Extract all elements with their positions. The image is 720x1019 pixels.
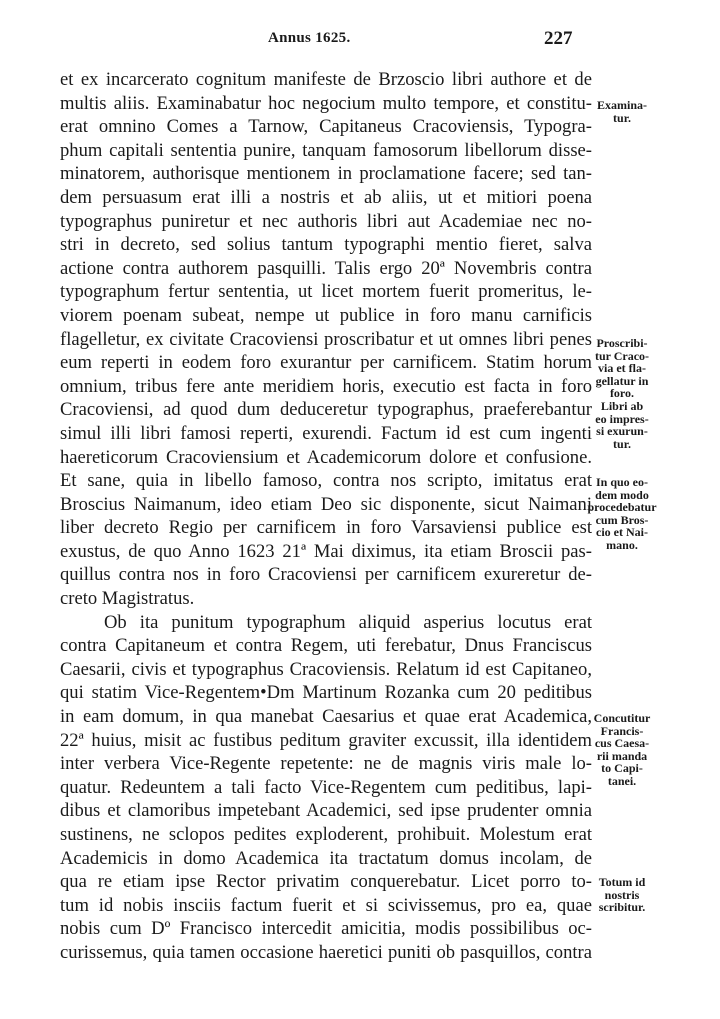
body-line: curissemus, quia tamen occasione haeretici puniti ob pasquillos, contra — [60, 941, 592, 963]
body-line: tum id nobis insciis factum fuerit et si scivissemus, pro ea, quae — [60, 894, 592, 916]
body-line: inter verbera Vice-Regente repetente: ne de magnis viris male lo- — [60, 753, 592, 775]
margin-note-line: Examina- — [596, 98, 647, 112]
body-text — [60, 68, 592, 965]
running-header-title: Annus 1625. — [268, 30, 351, 46]
margin-note-line: Francis- — [600, 723, 644, 738]
body-line: qua re etiam ipse Rector privatim conquerebatur. Licet porro to- — [60, 871, 592, 893]
body-line: sustinens, ne sclopos pedites exploderent, prohibuit. Molestum erat — [60, 824, 592, 845]
body-line: flagelletur, ex civitate Cracoviensi proscribatur et ut omnes libri penes — [60, 328, 592, 350]
margin-note-line: cum Bros- — [595, 512, 649, 527]
body-line: typographus puniretur et nec authoris libri aut Academiae nec no- — [60, 210, 592, 232]
margin-note-line: cus Caesa- — [594, 736, 650, 751]
body-line: omnium, tribus fere ante meridiem horis, executio est facta in foro — [60, 375, 592, 397]
body-line: minatorem, authorisque mentionem in proclamatione facere; sed tan- — [60, 163, 592, 185]
margin-note-line: si exurun- — [596, 424, 648, 439]
body-line: in eam domum, in qua manebat Caesarius et quae erat Academica, — [60, 706, 592, 728]
body-line: typographum fertur sententia, ut licet mortem fuerit promeritus, le- — [60, 281, 592, 303]
margin-note-line: cio et Nai- — [596, 525, 648, 540]
body-line: nobis cum Dº Francisco intercedit amicitia, modis possibilibus oc- — [60, 918, 592, 940]
margin-note-line: tanei. — [607, 773, 637, 788]
page-number: 227 — [544, 28, 573, 49]
margin-note-concutitur — [586, 712, 658, 788]
body-line: Broscius Naimanum, ideo etiam Deo sic disponente, sicut Naimani — [60, 493, 592, 515]
body-line: exustus, de quo Anno 1623 21ª Mai diximus, ita etiam Broscii pas- — [60, 540, 592, 562]
margin-note-line: foro. — [609, 386, 635, 401]
margin-note-line: to Capi- — [601, 761, 643, 776]
margin-note-in-quo-eodem — [586, 476, 658, 552]
body-line: viorem poenam subeat, nempe ut publice in foro manu carnificis — [60, 304, 592, 326]
paragraph-start-line: Ob ita punitum typographum aliquid asperius locutus erat — [104, 611, 592, 633]
body-line: et ex incarcerato cognitum manifeste de Brzoscio libri authore et de — [60, 69, 592, 90]
margin-note-line: eo impres- — [595, 411, 649, 426]
margin-note-line: tur. — [613, 110, 631, 125]
body-line: haereticorum Cracoviensium et Academicorum dolore et confusione. — [60, 446, 592, 468]
margin-note-line: rii manda — [596, 748, 648, 763]
margin-note-line: Concutitur — [593, 711, 651, 725]
margin-note-line: procedebatur — [587, 500, 657, 515]
body-line: Cracoviensi, ad quod dum deduceretur typographus, praeferebantur — [60, 399, 592, 421]
body-line: liber decreto Regio per carnificem in foro Varsaviensi publice est — [60, 517, 592, 539]
body-line: Caesarii, civis et typographus Cracoviensis. Relatum id est Capitaneo, — [60, 658, 592, 680]
body-line: stri in decreto, sed solius tantum typographi mentio fieret, salva — [60, 234, 592, 256]
body-line: quillus contra nos in foro Cracoviensi per carnificem exureretur de- — [60, 564, 592, 586]
margin-note-line: gellatur in — [595, 373, 649, 388]
body-line: actione contra authorem pasquilli. Talis ergo 20ª Novembris contra — [60, 257, 592, 279]
margin-note-line: Libri ab — [600, 398, 644, 413]
margin-note-line: nostris — [604, 887, 640, 902]
margin-note-totum-id — [586, 876, 658, 914]
margin-note-line: tur. — [613, 436, 631, 451]
margin-note-line: Proscribi- — [596, 336, 648, 350]
body-line: multis aliis. Examinabatur hoc negocium multo tempore, et constitu- — [60, 92, 592, 114]
body-line: quatur. Redeuntem a tali facto Vice-Regentem cum peditibus, lapi- — [60, 776, 592, 798]
body-line: phum capitali sententia punire, tanquam famosorum libellorum disse- — [60, 139, 592, 161]
body-line: qui statim Vice-Regentem•Dm Martinum Rozanka cum 20 peditibus — [60, 682, 592, 704]
margin-note-examinatur — [586, 99, 658, 124]
body-line: dibus et clamoribus impetebant Academici, sed ipse prudenter omnia — [60, 800, 592, 822]
margin-note-line: tur Craco- — [594, 348, 650, 363]
body-line: contra Capitaneum et contra Regem, uti ferebatur, Dnus Franciscus — [60, 635, 592, 657]
margin-note-line: via et fla- — [598, 361, 646, 376]
paragraph-end-line: creto Magistratus. — [60, 588, 195, 610]
margin-note-proscribitur — [586, 337, 658, 450]
body-line: Academicis in domo Academica ita tractatum domus incolam, de — [60, 847, 592, 869]
margin-note-line: mano. — [606, 537, 638, 552]
margin-note-line: scribitur. — [598, 900, 646, 915]
body-line: simul illi libri famosi reperti, exurendi. Factum id est cum ingenti — [60, 422, 592, 444]
margin-note-line: dem modo — [595, 487, 649, 502]
body-line: eum reperti in eodem foro exurantur per carnificem. Statim horum — [60, 352, 592, 374]
margin-note-line: In quo eo- — [595, 475, 648, 489]
body-line: 22ª huius, misit ac fustibus peditum graviter excussit, illa identidem — [60, 729, 592, 751]
body-line: erat omnino Comes a Tarnow, Capitaneus Cracoviensis, Typogra- — [60, 116, 592, 138]
margin-note-line: Totum id — [598, 875, 646, 889]
body-line: dem persuasum erat illi a nostris et ab aliis, ut et mitiori poena — [60, 186, 592, 208]
body-line: Et sane, quia in libello famoso, contra nos scripto, imitatus erat — [60, 470, 592, 492]
